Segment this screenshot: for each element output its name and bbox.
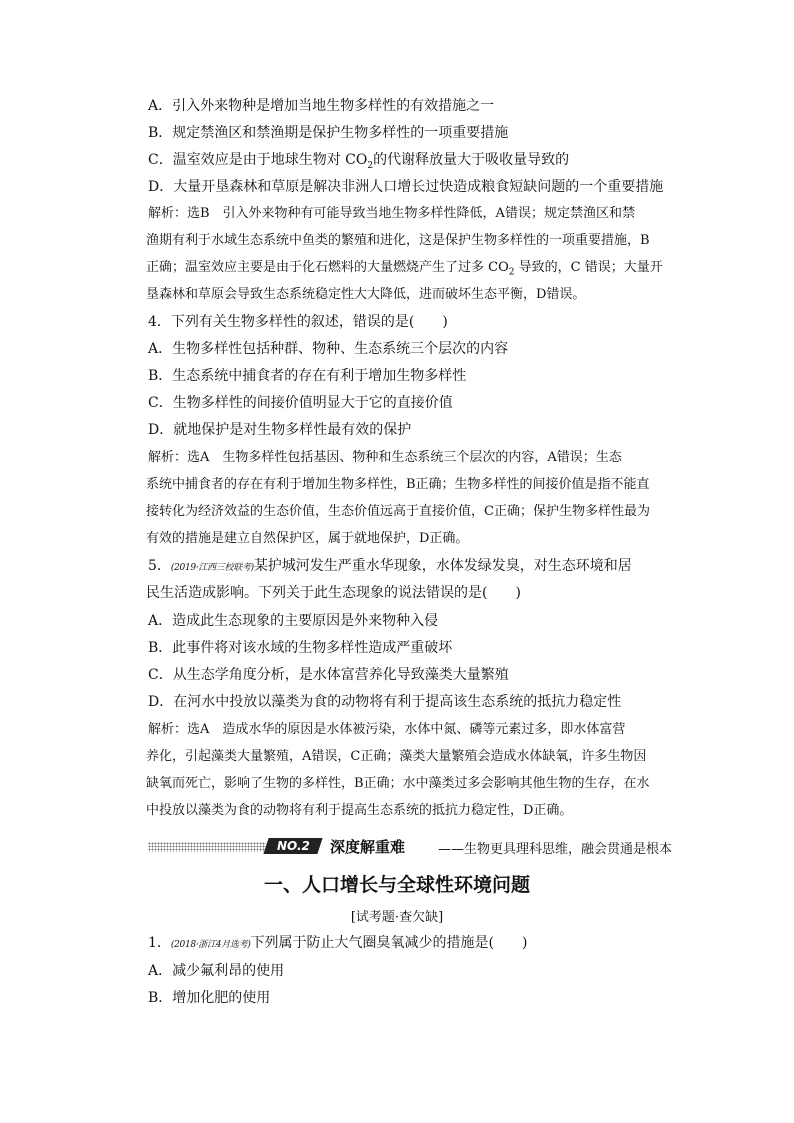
q4-answer-line-2: 系统中捕食者的存在有利于增加生物多样性，B正确；生物多样性的间接价值是指不能直 [146, 477, 650, 492]
q4-option-d: D．就地保护是对生物多样性最有效的保护 [148, 422, 412, 438]
q5-option-b: B．此事件将对该水域的生物多样性造成严重破坏 [148, 640, 453, 656]
q3-answer-line-2: 渔期有利于水域生态系统中鱼类的繁殖和进化，这是保护生物多样性的一项重要措施，B [146, 233, 650, 248]
q3-answer-line-3: 正确；温室效应主要是由于化石燃料的大量燃烧产生了过多 $CO_2$ 导致的，C 错误；大量开 [146, 260, 663, 278]
q4-answer-line-4: 有效的措施是建立自然保护区，属于就地保护，D正确。 [146, 531, 469, 546]
q4-answer-line-1: 解析：选A 生物多样性包括基因、物种和生态系统三个层次的内容，A错误；生态 [148, 450, 622, 465]
dotted-decoration [148, 842, 266, 852]
section-number-badge: NO.2 [263, 838, 322, 854]
q5-stem-line-1: 5．(2019·江西三校联考)某护城河发生严重水华现象，水体发绿发臭，对生态环境和居 [148, 558, 632, 574]
q3-option-a: A．引入外来物种是增加当地生物多样性的有效措施之一 [148, 98, 495, 114]
q5-stem-line-2: 民生活造成影响。下列关于此生态现象的说法错误的是( ) [146, 585, 521, 601]
q4-option-c: C．生物多样性的间接价值明显大于它的直接价值 [148, 395, 453, 411]
q5-source: (2019·江西三校联考) [170, 563, 254, 573]
s1-q1-option-b: B．增加化肥的使用 [148, 990, 271, 1006]
s1-q1-stem: 1．(2018·浙江4月选考)下列属于防止大气圈臭氧减少的措施是( ) [148, 935, 528, 951]
q5-answer-line-1: 解析：选A 造成水华的原因是水体被污染，水体中氮、磷等元素过多，即水体富营 [148, 722, 626, 737]
q4-option-b: B．生态系统中捕食者的存在有利于增加生物多样性 [148, 368, 467, 384]
q5-option-a: A．造成此生态现象的主要原因是外来物种入侵 [148, 613, 439, 629]
q4-option-a: A．生物多样性包括种群、物种、生态系统三个层次的内容 [148, 341, 509, 357]
section-banner [148, 836, 688, 858]
q3-answer-line-1: 解析：选B 引入外来物种有可能导致当地生物多样性降低，A错误；规定禁渔区和禁 [148, 206, 635, 221]
q3-option-d: D．大量开垦森林和草原是解决非洲人口增长过快造成粮食短缺问题的一个重要措施 [148, 179, 664, 195]
q5-option-d: D．在河水中投放以藻类为食的动物将有利于提高该生态系统的抵抗力稳定性 [148, 694, 622, 710]
s1-q1-source: (2018·浙江4月选考) [170, 940, 251, 950]
section-heading: 一、人口增长与全球性环境问题 [263, 874, 530, 896]
section-subheading: [试考题·查欠缺] [350, 910, 444, 925]
q5-answer-line-2: 养化，引起藻类大量繁殖，A错误，C正确；藻类大量繁殖会造成水体缺氧，许多生物因 [146, 749, 647, 764]
s1-q1-option-a: A．减少氟利昂的使用 [148, 963, 285, 979]
q4-stem: 4．下列有关生物多样性的叙述，错误的是( ) [148, 314, 448, 330]
q5-option-c: C．从生态学角度分析，是水体富营养化导致藻类大量繁殖 [148, 667, 509, 683]
q5-answer-line-3: 缺氧而死亡，影响了生物的多样性，B正确；水中藻类过多会影响其他生物的生存，在水 [146, 776, 650, 791]
banner-title: 深度解重难 [330, 838, 406, 856]
q3-answer-line-4: 垦森林和草原会导致生态系统稳定性大大降低，进而破坏生态平衡，D错误。 [146, 287, 586, 302]
banner-subtitle: ——生物更具理科思维，融会贯通是根本 [438, 842, 673, 857]
q3-option-c: C．温室效应是由于地球生物对 $CO_2$的代谢释放量大于吸收量导致的 [148, 152, 570, 171]
q5-answer-line-4: 中投放以藻类为食的动物将有利于提高生态系统的抵抗力稳定性，D正确。 [146, 803, 573, 818]
q3-option-b: B．规定禁渔区和禁渔期是保护生物多样性的一项重要措施 [148, 125, 509, 141]
q4-answer-line-3: 接转化为经济效益的生态价值，生态价值远高于直接价值，C正确；保护生物多样性最为 [146, 504, 650, 519]
